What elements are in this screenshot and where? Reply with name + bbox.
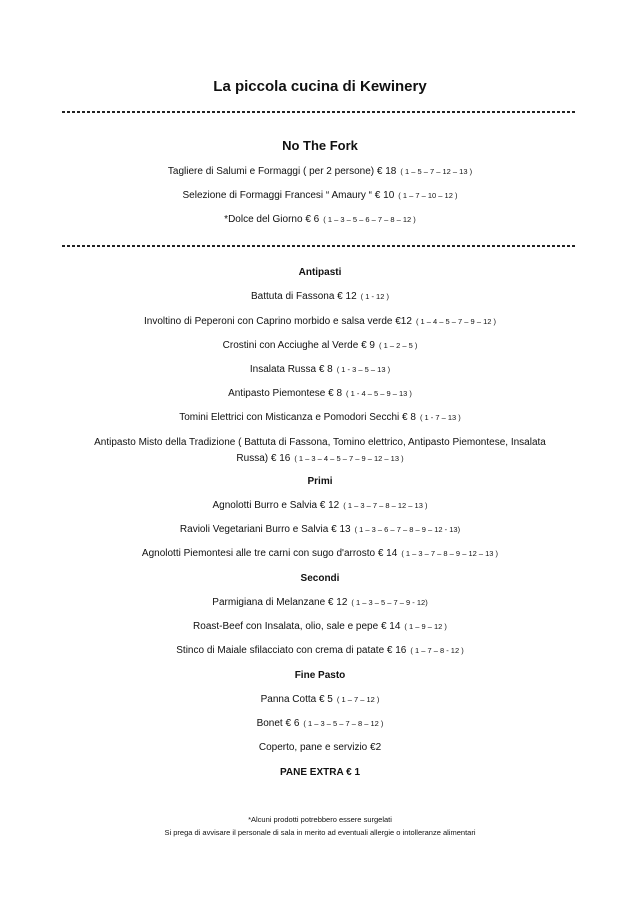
item-allergens: ( 1 – 7 – 10 – 12 ) [398,191,458,200]
item-name: Tomini Elettrici con Misticanza e Pomodori Secchi € 8 [179,412,416,423]
item-allergens: ( 1 – 3 – 7 – 8 – 9 – 12 – 13 ) [401,549,499,558]
menu-item [0,500,640,511]
menu-item [0,364,640,375]
item-name-line1: Antipasto Misto della Tradizione ( Battuta di Fassona, Tomino elettrico, Antipasto Piemontese, Insalata [94,437,546,448]
item-allergens: ( 1 – 4 – 5 – 7 – 9 – 12 ) [415,317,496,326]
item-name: Insalata Russa € 8 [249,364,333,375]
menu-item [0,412,640,423]
menu-item [0,214,640,225]
menu-title: La piccola cucina di Kewinery [213,78,427,95]
section-heading-antipasti: Antipasti [298,267,342,278]
item-name: Tagliere di Salumi e Formaggi ( per 2 persone) € 18 [167,166,397,177]
item-name: Ravioli Vegetariani Burro e Salvia € 13 [179,524,351,535]
item-allergens: ( 1 – 9 – 12 ) [404,622,447,631]
divider-top [62,111,576,113]
item-name-line2: Russa) € 16 [236,453,291,464]
section-heading-secondi: Secondi [300,573,340,584]
menu-item [0,548,640,559]
menu-item [0,718,640,729]
item-name: Selezione di Formaggi Francesi “ Amaury “ € 10 [182,190,395,201]
item-allergens: ( 1 – 7 – 8 - 12 ) [410,646,464,655]
item-allergens: ( 1 - 4 – 5 – 9 – 13 ) [346,389,412,398]
pane-extra: PANE EXTRA € 1 [279,767,361,778]
item-name: Roast-Beef con Insalata, olio, sale e pepe € 14 [193,621,401,632]
item-name: Parmigiana di Melanzane € 12 [212,597,348,608]
item-name: Crostini con Acciughe al Verde € 9 [222,340,375,351]
item-name: Agnolotti Burro e Salvia € 12 [212,500,340,511]
menu-item [0,316,640,327]
item-allergens: ( 1 – 3 – 4 – 5 – 7 – 9 – 12 – 13 ) [294,454,404,463]
item-name: Stinco di Maiale sfilacciato con crema di patate € 16 [176,645,407,656]
section-heading-primi: Primi [307,476,333,487]
menu-item [0,291,640,302]
menu-item [0,524,640,535]
item-allergens: ( 1 – 5 – 7 – 12 – 13 ) [400,167,473,176]
item-allergens: ( 1 - 12 ) [360,292,389,301]
menu-item [0,597,640,608]
divider-middle [62,245,576,247]
footer-note-frozen: *Alcuni prodotti potrebbero essere surgelati [248,815,392,824]
menu-item-misto [70,435,570,467]
item-name: Involtino di Peperoni con Caprino morbido e salsa verde €12 [143,316,412,327]
item-name: *Dolce del Giorno € 6 [224,214,320,225]
item-allergens: ( 1 – 3 – 7 – 8 – 12 – 13 ) [343,501,428,510]
item-name: Panna Cotta € 5 [260,694,333,705]
item-allergens: ( 1 – 3 – 6 – 7 – 8 – 9 – 12 - 13) [354,525,461,534]
menu-item [0,621,640,632]
item-name: Battuta di Fassona € 12 [251,291,357,302]
item-name: Coperto, pane e servizio €2 [258,742,382,753]
item-allergens: ( 1 - 7 – 13 ) [419,413,461,422]
item-allergens: ( 1 – 3 – 5 – 7 – 8 – 12 ) [303,719,384,728]
item-name: Antipasto Piemontese € 8 [228,388,343,399]
item-allergens: ( 1 – 2 – 5 ) [378,341,418,350]
item-allergens: ( 1 – 7 – 12 ) [336,695,380,704]
section-heading-no-the-fork: No The Fork [282,138,358,153]
item-allergens: ( 1 – 3 – 5 – 7 – 9 - 12) [351,598,428,607]
menu-item [0,340,640,351]
menu-item [0,694,640,705]
footer-note-allergies: Si prega di avvisare il personale di sala in merito ad eventuali allergie o intolleranze alimentari [164,828,476,837]
item-name: Bonet € 6 [256,718,300,729]
item-allergens: ( 1 – 3 – 5 – 6 – 7 – 8 – 12 ) [323,215,416,224]
section-heading-fine-pasto: Fine Pasto [294,670,346,681]
menu-item [0,190,640,201]
menu-item [0,166,640,177]
item-name: Agnolotti Piemontesi alle tre carni con sugo d'arrosto € 14 [141,548,398,559]
item-allergens: ( 1 - 3 – 5 – 13 ) [336,365,391,374]
menu-item [0,742,640,753]
menu-item [0,388,640,399]
menu-item [0,645,640,656]
